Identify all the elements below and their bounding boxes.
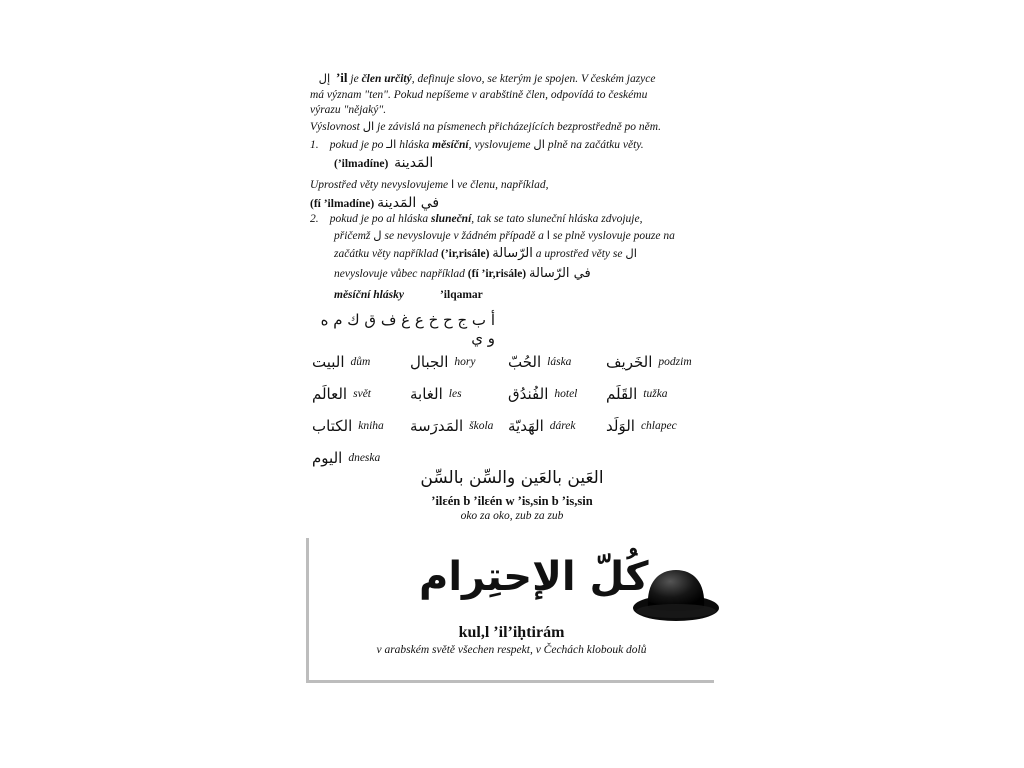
vocab-czech: chlapec [640, 420, 677, 432]
vocab-item [410, 353, 508, 371]
vocab-item [312, 353, 410, 371]
vocab-row [312, 346, 712, 378]
vocab-item [606, 385, 704, 403]
respect-box [306, 538, 714, 683]
moon-letters: أ ب ج ح خ ع غ ف ق ك م ه و ي [320, 311, 495, 347]
vocab-arabic: الحُبّ [508, 353, 542, 371]
vocab-czech: škola [469, 420, 494, 432]
vocab-row [312, 410, 712, 442]
vocab-item [508, 385, 606, 403]
proverb-translation: oko za oko, zub za zub [460, 510, 564, 522]
vocab-arabic: الهَديّة [508, 417, 544, 435]
point-1: 1. pokud je po الـ hláska měsíční, vyslovujeme ال plně na začátku věty. (’ilmadíne) المَدينة Uprostřed věty nevyslovujeme ا ve členu, například, (fí ’ilmadíne) في المَدينة [310, 137, 644, 211]
vocab-czech: dům [350, 356, 371, 368]
arabic-article: إل [318, 71, 331, 85]
intro-paragraph: إل ’il je člen určitý, definuje slovo, se kterým je spojen. V českém jazyce má význam "ten". Pokud nepíšeme v arabštině člen, odpovídá to českému výrazu "nějaký". Výslovnost ال je závislá na písmenech přicházejících bezprostředně po něm. [310, 70, 661, 133]
vocab-arabic: الغابة [410, 385, 443, 403]
vocab-czech: dneska [348, 452, 381, 464]
vocab-arabic: البيت [312, 353, 345, 371]
vocab-arabic: الكتاب [312, 417, 353, 435]
vocab-arabic: اليوم [312, 449, 343, 467]
vocab-czech: hory [454, 356, 476, 368]
vocab-arabic: المَدرَسة [410, 417, 464, 435]
vocabulary-grid [312, 346, 712, 474]
bowler-hat-icon [631, 564, 721, 626]
vocab-item [508, 353, 606, 371]
vocab-czech: les [448, 388, 462, 400]
proverb-transliteration: ’ilɛén b ’ilɛén w ’is,sin b ’is,sin [431, 494, 593, 508]
vocab-czech: svět [353, 388, 371, 400]
vocab-item [312, 385, 410, 403]
vocab-item [410, 417, 508, 435]
vocab-item [410, 385, 508, 403]
vocab-arabic: العالَم [312, 385, 348, 403]
respect-translation: v arabském světě všechen respekt, v Čechách klobouk dolů [376, 644, 647, 656]
vocab-item [312, 449, 410, 467]
vocab-item [312, 417, 410, 435]
vocab-arabic: الوَلَد [606, 417, 635, 435]
vocab-item [508, 417, 606, 435]
vocab-arabic: الجبال [410, 353, 449, 371]
point-2: 2. pokud je po al hláska sluneční, tak se tato sluneční hláska zdvojuje, přičemž ل se nevyslovuje v žádném případě a ا se plně vyslovuje pouze na začátku věty například (’ir,risále) الرّسالة a uprostřed věty se ال nevyslovuje vůbec například (fí ’ir,risále) في الرّسالة [310, 213, 675, 281]
grammar-text [310, 70, 730, 304]
vocab-arabic: القَلَم [606, 385, 638, 403]
moon-letters-heading: měsíční hlásky ’ilqamar [334, 289, 483, 301]
vocab-arabic: الفُندُق [508, 385, 549, 403]
vocab-item [606, 417, 704, 435]
vocab-czech: tužka [643, 388, 668, 400]
vocab-item [606, 353, 704, 371]
proverb-arabic: العَين بالعَين والسِّن بالسِّن [420, 468, 604, 488]
vocab-czech: láska [547, 356, 572, 368]
vocab-czech: kniha [358, 420, 384, 432]
vocab-row [312, 378, 712, 410]
vocab-czech: dárek [549, 420, 576, 432]
vocab-arabic: الخَريف [606, 353, 653, 371]
respect-arabic: كُلّ الإحتِرام [419, 554, 649, 600]
vocab-czech: podzim [658, 356, 692, 368]
vocab-czech: hotel [554, 388, 578, 400]
respect-transliteration: kul,l ’il’iḥtirám [458, 624, 565, 641]
